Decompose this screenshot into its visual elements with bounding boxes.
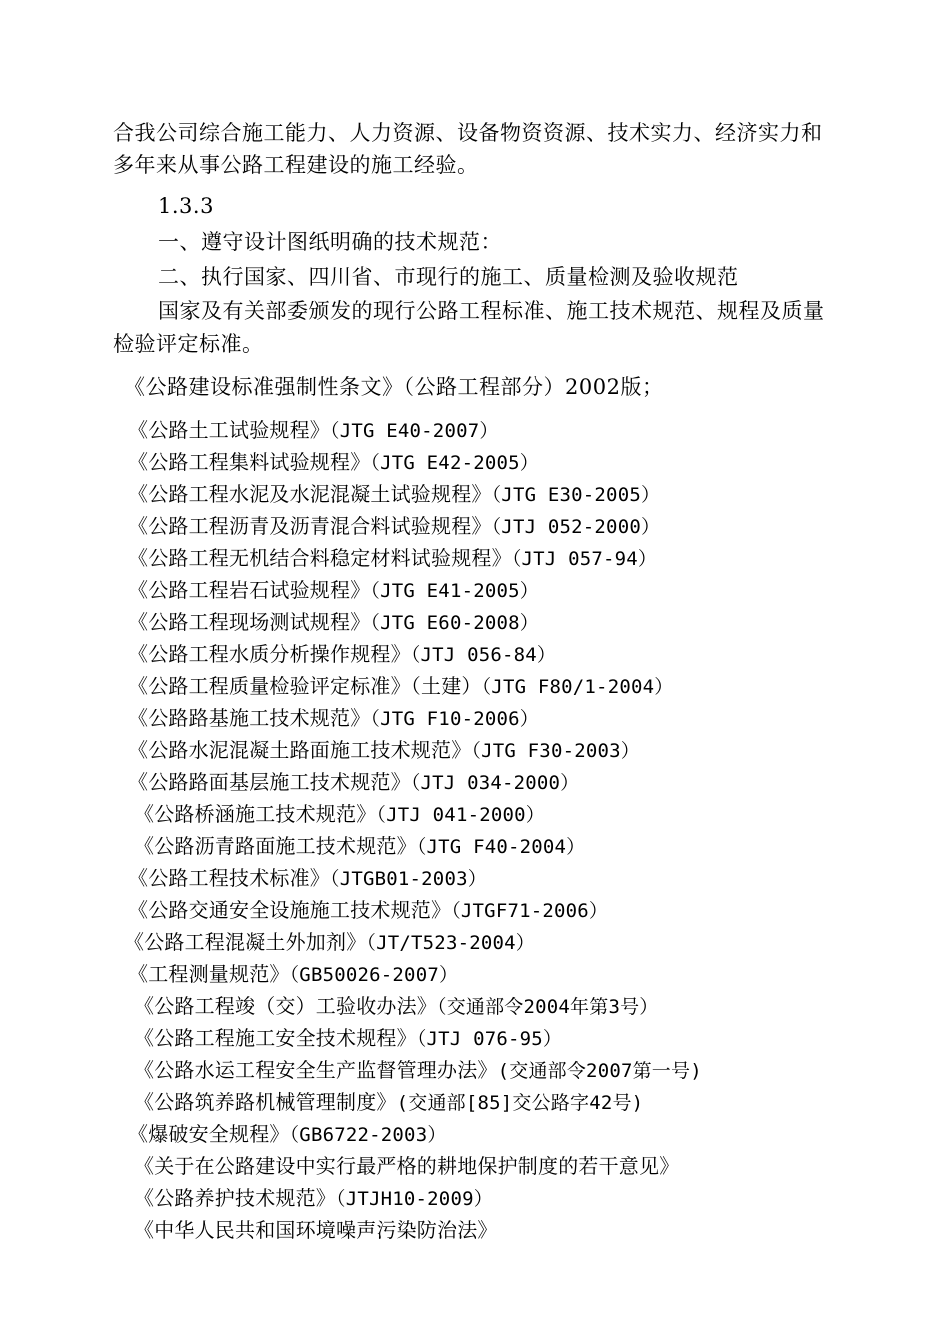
reference-title: 《关于在公路建设中实行最严格的耕地保护制度的若干意见》 [134,1154,680,1178]
reference-code: （JTJ 041-2000） [376,804,545,826]
reference-item [134,1184,493,1213]
reference-item [128,768,579,797]
section-number: 1.3.3 [158,194,214,218]
reference-title: 《公路桥涵施工技术规范》 [134,802,377,826]
reference-code: （JTJ 056-84） [410,644,557,666]
reference-code: （JTG E60-2008） [370,612,539,634]
reference-code: （JTG E41-2005） [370,580,539,602]
reference-title: 《公路工程无机结合料稳定材料试验规程》 [128,546,512,570]
reference-code: （JTG F10-2006） [370,708,539,730]
reference-code: （JTJ 034-2000） [410,772,580,794]
reference-title: 《公路养护技术规范》 [134,1186,336,1210]
reference-item [128,480,660,509]
reference-code: （JTGB01-2003） [330,868,487,890]
reference-title: 《公路工程现场测试规程》 [128,610,371,634]
reference-item [134,1152,679,1181]
reference-code: （JTG F30-2003） [471,740,640,762]
reference-title: 《公路工程集料试验规程》 [128,450,371,474]
reference-code: （JTJ 057-94） [511,548,658,570]
reference-title: 《公路水泥混凝土路面施工技术规范》 [128,738,472,762]
reference-title: 《爆破安全规程》 [128,1122,290,1146]
reference-code: （交通部令2004年第3号） [437,996,659,1018]
reference-code: （GB50026-2007） [289,964,459,986]
paragraph-line: 合我公司综合施工能力、人力资源、设备物资资源、技术实力、经济实力和 [113,121,823,145]
reference-item [134,992,659,1021]
reference-code: （JTJ 076-95） [416,1028,563,1050]
reference-title: 《公路工程施工安全技术规程》 [134,1026,417,1050]
paragraph-line: 多年来从事公路工程建设的施工经验。 [113,153,479,177]
reference-title: 《公路工程质量检验评定标准》（土建） [128,674,482,698]
reference-code: （JTJ 052-2000） [491,516,661,538]
reference-item [128,960,458,989]
reference-code: （JTG E30-2005） [491,484,661,506]
reference-title: 《公路工程水泥及水泥混凝土试验规程》 [128,482,492,506]
reference-code: （GB6722-2003） [289,1124,447,1146]
paragraph-line: 《公路建设标准强制性条文》（公路工程部分）2002版； [124,375,664,399]
reference-title: 《公路水运工程安全生产监督管理办法》 [134,1058,498,1082]
reference-code: （JTG E42-2005） [370,452,539,474]
reference-item [128,736,640,765]
reference-title: 《公路工程技术标准》 [128,866,330,890]
reference-item [128,896,608,925]
reference-title: 《中华人民共和国环境噪声污染防治法》 [134,1218,498,1242]
reference-code: （JTG F80/1-2004） [481,676,674,698]
reference-title: 《公路工程竣（交）工验收办法》 [134,994,437,1018]
reference-item [128,640,556,669]
reference-title: 《公路沥青路面施工技术规范》 [134,834,417,858]
reference-item [128,544,657,573]
reference-item [134,800,545,829]
reference-title: 《公路工程混凝土外加剂》 [124,930,367,954]
reference-title: 《公路工程水质分析操作规程》 [128,642,411,666]
reference-item [134,1056,702,1085]
reference-item [134,1216,498,1245]
reference-item [128,448,539,477]
reference-title: 《公路工程岩石试验规程》 [128,578,371,602]
paragraph-line: 检验评定标准。 [113,332,264,356]
reference-code: (交通部[85]交公路字42号) [396,1092,644,1114]
paragraph-line: 二、执行国家、四川省、市现行的施工、质量检测及验收规范 [158,265,739,289]
reference-title: 《公路土工试验规程》 [128,418,330,442]
reference-item [134,1024,562,1053]
paragraph-line: 国家及有关部委颁发的现行公路工程标准、施工技术规范、规程及质量 [158,299,825,323]
reference-title: 《公路工程沥青及沥青混合料试验规程》 [128,514,492,538]
reference-item [124,928,535,957]
reference-item [128,512,660,541]
reference-code: （JTG F40-2004） [416,836,586,858]
reference-code: (交通部令2007第一号) [497,1060,702,1082]
reference-item [128,704,539,733]
reference-item [128,608,539,637]
reference-code: （JT/T523-2004） [366,932,535,954]
paragraph-line: 一、遵守设计图纸明确的技术规范： [158,230,502,254]
reference-title: 《公路路面基层施工技术规范》 [128,770,411,794]
reference-item [128,672,673,701]
reference-code: （JTGF71-2006） [451,900,609,922]
reference-item [134,832,585,861]
reference-item [134,1088,643,1117]
reference-title: 《公路路基施工技术规范》 [128,706,371,730]
reference-code: （JTG E40-2007） [330,420,499,442]
reference-item [128,576,539,605]
reference-code: （JTJH10-2009） [336,1188,493,1210]
reference-title: 《公路交通安全设施施工技术规范》 [128,898,452,922]
reference-item [128,416,499,445]
reference-title: 《工程测量规范》 [128,962,290,986]
reference-item [128,864,487,893]
reference-title: 《公路筑养路机械管理制度》 [134,1090,397,1114]
reference-item [128,1120,447,1149]
